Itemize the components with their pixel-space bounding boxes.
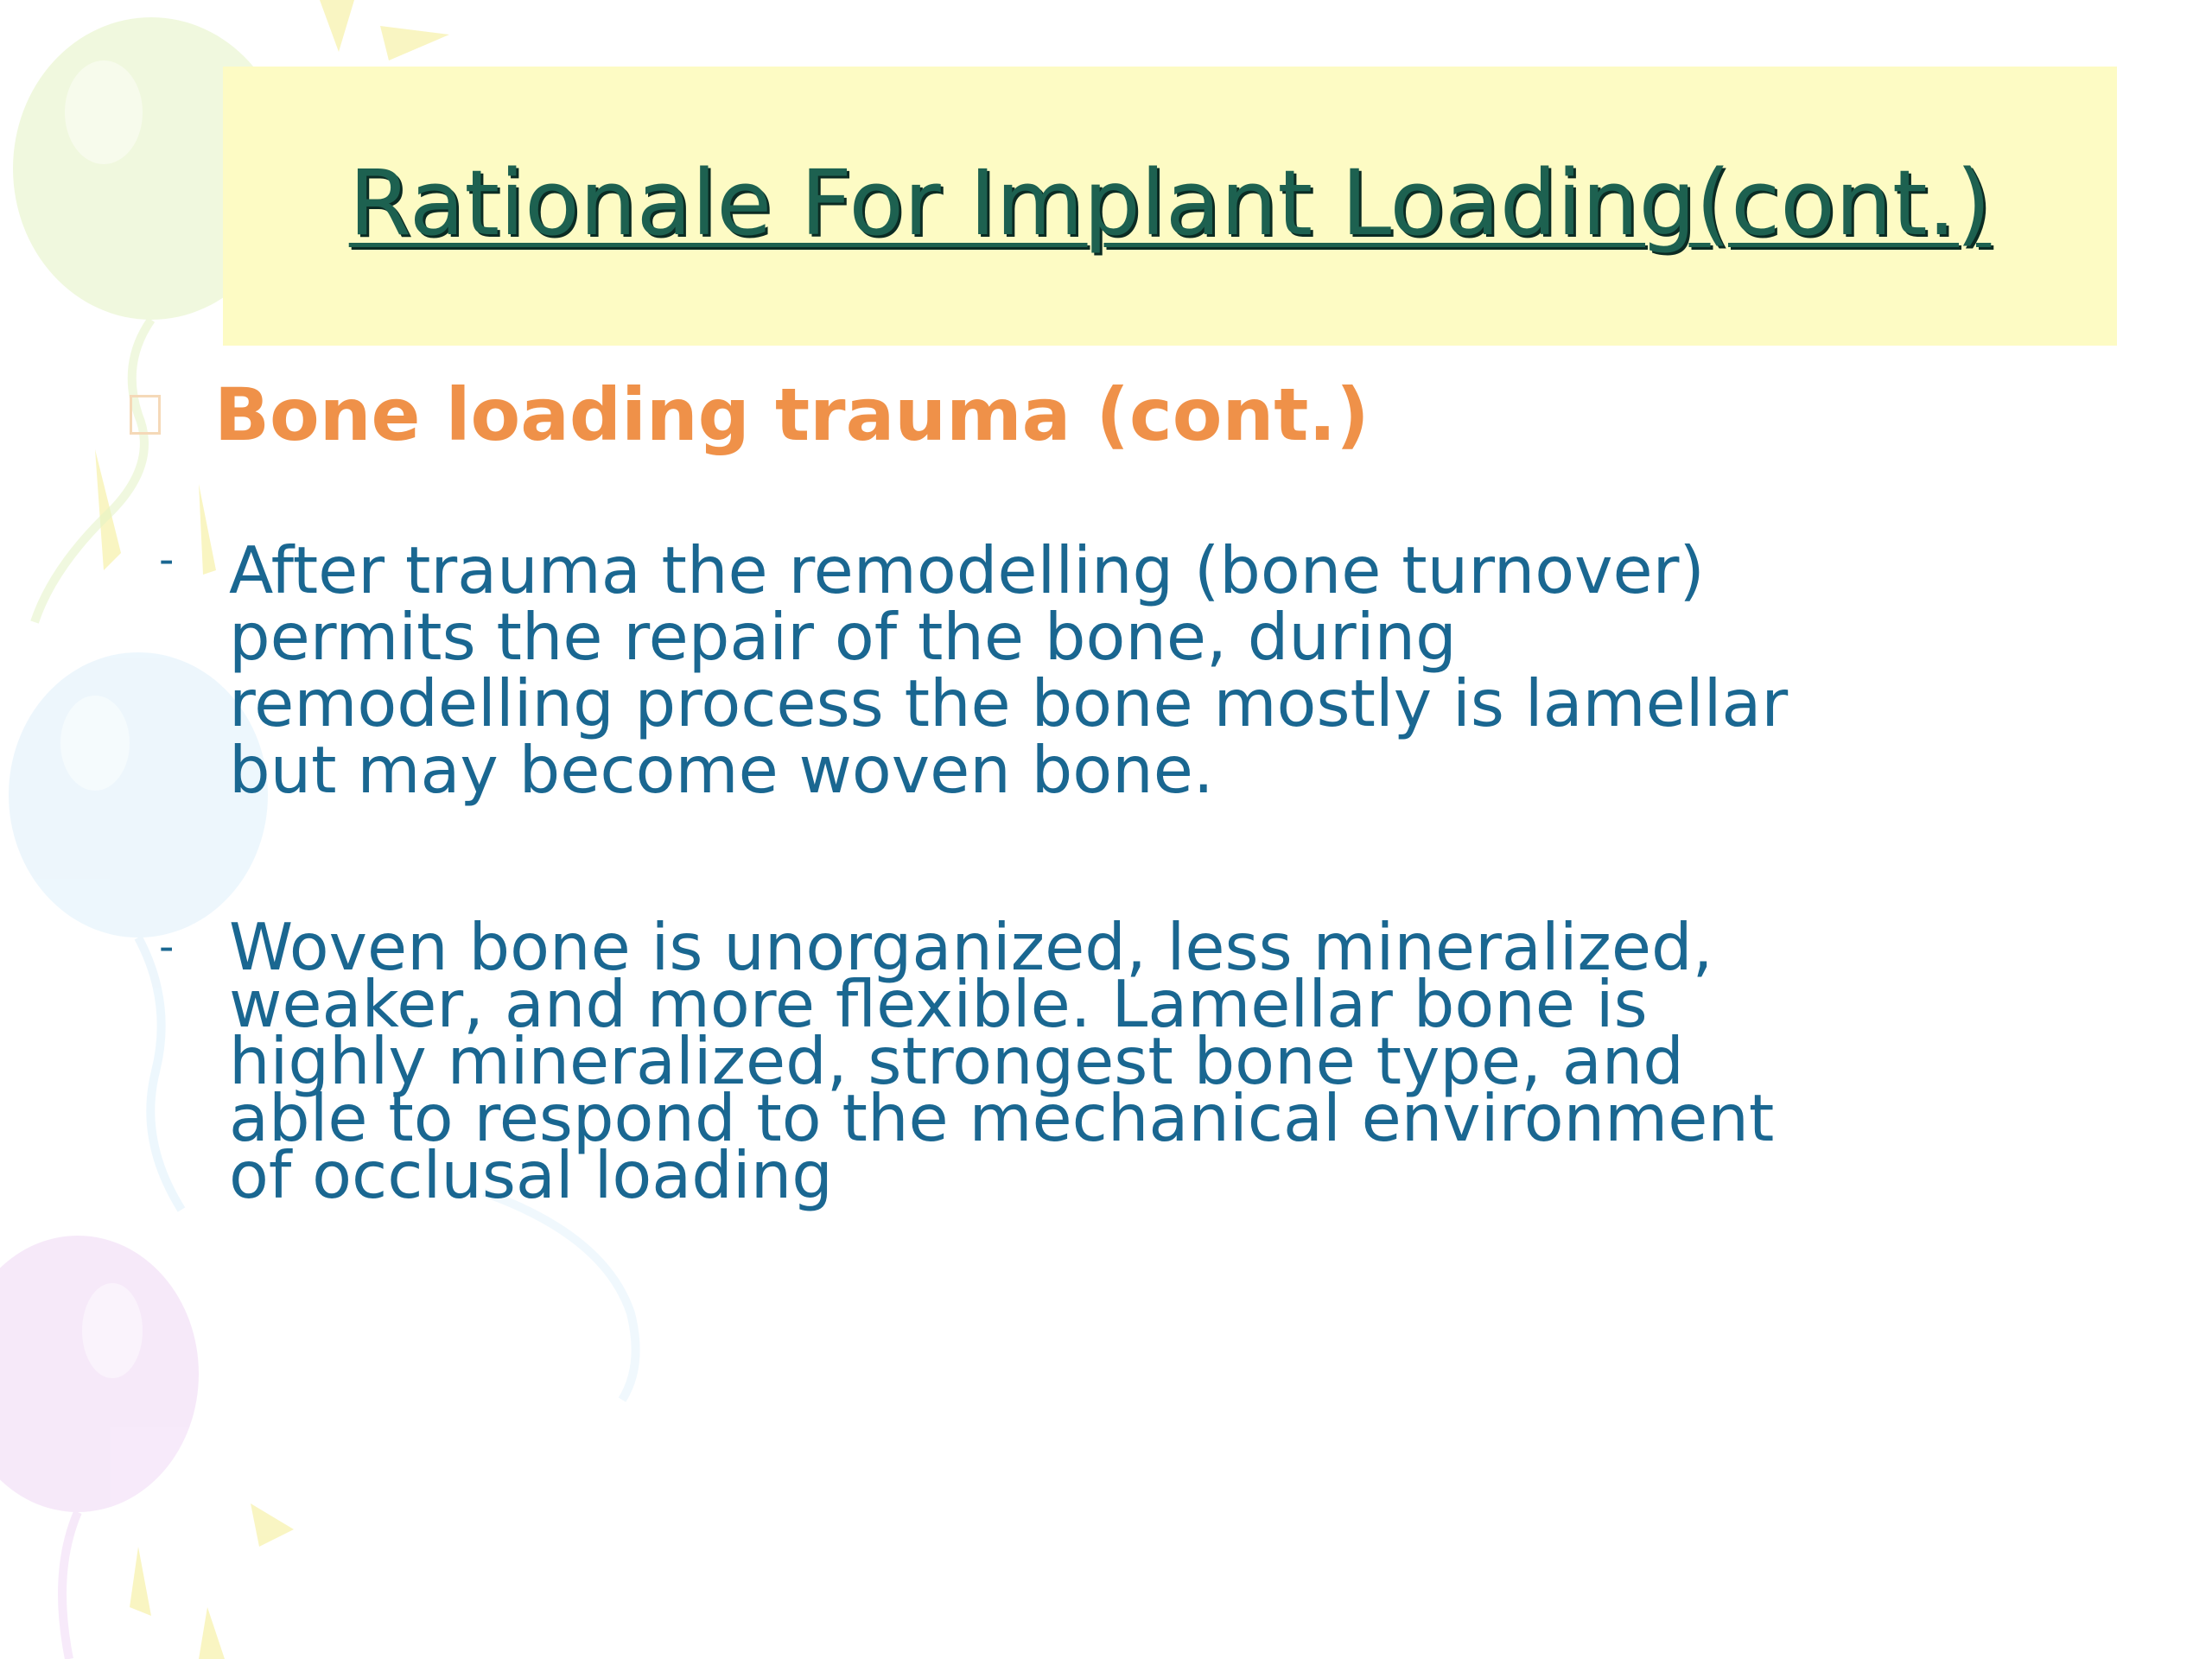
bullet-point-remodelling: After trauma the remodelling (bone turnover) permits the repair of the bone, during remodelling process the bone mostly is lamellar but may become woven bone. <box>229 532 1789 808</box>
purple-balloon-icon <box>0 1236 199 1659</box>
subheading-text: Bone loading trauma (cont.) <box>214 372 1370 457</box>
dash-bullet: - <box>159 536 175 584</box>
sparkle-icon <box>130 1503 294 1659</box>
dash-bullet: - <box>159 923 175 971</box>
empty-square-bullet-icon <box>130 395 161 435</box>
subheading <box>130 363 1370 467</box>
bullet-point-woven-bone: Woven bone is unorganized, less mineralized, weaker, and more flexible. Lamellar bone is highly mineralized, strongest bone type, and able to respond to the mechanical environment of occlusal loading <box>229 909 1775 1213</box>
slide-title: Rationale For Implant Loading(cont.) <box>348 150 1992 256</box>
